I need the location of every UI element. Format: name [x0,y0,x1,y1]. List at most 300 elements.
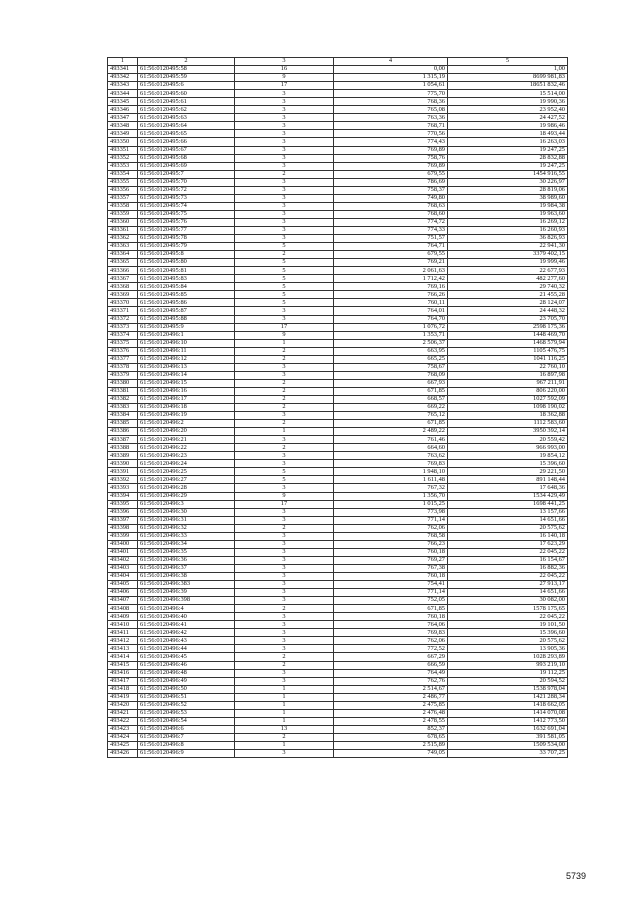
data-table [107,57,568,758]
cell-cadastral-number: 61:56:0120496:45 [138,653,235,661]
cell-group: 3 [235,532,334,540]
cell-id: 493401 [108,548,138,556]
cell-cadastral-number: 61:56:0120495:65 [138,130,235,138]
cell-cadastral-number: 61:56:0120496:53 [138,709,235,717]
cell-cadastral-number: 61:56:0120495:77 [138,226,235,234]
cell-group: 3 [235,194,334,202]
cell-group: 3 [235,629,334,637]
cell-group: 5 [235,243,334,251]
cell-id: 493345 [108,98,138,106]
cell-group: 16 [235,66,334,74]
cell-value: 16 260,93 [448,226,568,234]
cell-area: 760,18 [334,573,448,581]
table-row [108,741,568,749]
cell-cadastral-number: 61:56:0120495:58 [138,66,235,74]
cell-cadastral-number: 61:56:0120496:37 [138,564,235,572]
table-row [108,162,568,170]
cell-value: 1028 293,89 [448,653,568,661]
table-row [108,484,568,492]
cell-group: 5 [235,259,334,267]
cell-id: 493419 [108,693,138,701]
cell-cadastral-number: 61:56:0120496:13 [138,363,235,371]
cell-group: 9 [235,331,334,339]
table-row [108,122,568,130]
cell-cadastral-number: 61:56:0120495:75 [138,210,235,218]
table-row [108,669,568,677]
cell-group: 3 [235,154,334,162]
cell-value: 30 082,00 [448,597,568,605]
cell-group: 3 [235,556,334,564]
cell-area: 2 489,22 [334,428,448,436]
cell-value: 13 157,66 [448,508,568,516]
cell-area: 2 514,67 [334,685,448,693]
cell-id: 493388 [108,444,138,452]
cell-cadastral-number: 61:56:0120495:63 [138,114,235,122]
cell-area: 1 054,61 [334,82,448,90]
table-row [108,540,568,548]
cell-cadastral-number: 61:56:0120495:72 [138,186,235,194]
cell-id: 493367 [108,275,138,283]
cell-group: 3 [235,677,334,685]
cell-id: 493424 [108,733,138,741]
cell-area: 764,49 [334,669,448,677]
cell-cadastral-number: 61:56:0120496:34 [138,540,235,548]
cell-cadastral-number: 61:56:0120495:79 [138,243,235,251]
table-row [108,717,568,725]
table-row [108,355,568,363]
cell-area: 679,55 [334,251,448,259]
table-row [108,725,568,733]
cell-area: 678,65 [334,733,448,741]
cell-id: 493402 [108,556,138,564]
cell-group: 3 [235,564,334,572]
cell-value: 19 999,46 [448,259,568,267]
cell-group: 2 [235,444,334,452]
cell-value: 20 559,42 [448,436,568,444]
cell-group: 1 [235,693,334,701]
cell-cadastral-number: 61:56:0120495:74 [138,202,235,210]
cell-cadastral-number: 61:56:0120496:24 [138,460,235,468]
cell-value: 993 219,10 [448,661,568,669]
cell-group: 3 [235,484,334,492]
cell-cadastral-number: 61:56:0120495:67 [138,146,235,154]
cell-area: 764,70 [334,315,448,323]
cell-value: 2598 175,36 [448,323,568,331]
cell-id: 493397 [108,516,138,524]
cell-area: 772,52 [334,645,448,653]
cell-value: 19 247,25 [448,162,568,170]
cell-id: 493357 [108,194,138,202]
cell-value: 1448 469,70 [448,331,568,339]
cell-value: 22 045,22 [448,548,568,556]
cell-group: 3 [235,106,334,114]
cell-value: 33 707,25 [448,750,568,758]
cell-cadastral-number: 61:56:0120496:12 [138,355,235,363]
cell-area: 763,36 [334,114,448,122]
cell-group: 3 [235,235,334,243]
cell-area: 768,63 [334,202,448,210]
cell-value: 1421 288,34 [448,693,568,701]
cell-area: 752,05 [334,597,448,605]
cell-cadastral-number: 61:56:0120496:22 [138,444,235,452]
cell-id: 493358 [108,202,138,210]
cell-value: 16 882,36 [448,564,568,572]
cell-area: 663,95 [334,347,448,355]
cell-id: 493364 [108,251,138,259]
table-row [108,564,568,572]
cell-id: 493394 [108,492,138,500]
cell-area: 666,59 [334,661,448,669]
cell-cadastral-number: 61:56:0120496:10 [138,339,235,347]
cell-group: 3 [235,178,334,186]
cell-id: 493406 [108,589,138,597]
cell-group: 9 [235,74,334,82]
cell-id: 493361 [108,226,138,234]
table-row [108,90,568,98]
cell-cadastral-number: 61:56:0120496:19 [138,412,235,420]
cell-value: 1468 579,94 [448,339,568,347]
cell-value: 1,00 [448,66,568,74]
table-row [108,299,568,307]
cell-id: 493360 [108,218,138,226]
cell-value: 1418 662,05 [448,701,568,709]
column-header-4: 4 [334,58,448,66]
cell-area: 762,06 [334,637,448,645]
cell-value: 15 396,60 [448,460,568,468]
cell-value: 16 154,67 [448,556,568,564]
cell-id: 493422 [108,717,138,725]
cell-value: 15 514,00 [448,90,568,98]
cell-group: 5 [235,267,334,275]
cell-area: 768,58 [334,532,448,540]
cell-area: 1 015,25 [334,500,448,508]
cell-value: 3950 392,14 [448,428,568,436]
cell-cadastral-number: 61:56:0120496:30 [138,508,235,516]
cell-group: 13 [235,725,334,733]
cell-value: 19 112,25 [448,669,568,677]
table-row [108,331,568,339]
cell-id: 493408 [108,605,138,613]
cell-cadastral-number: 61:56:0120496:36 [138,556,235,564]
table-row [108,605,568,613]
cell-id: 493366 [108,267,138,275]
cell-cadastral-number: 61:56:0120496:33 [138,532,235,540]
cell-value: 1105 476,75 [448,347,568,355]
cell-value: 24 427,52 [448,114,568,122]
cell-id: 493414 [108,653,138,661]
cell-cadastral-number: 61:56:0120496:48 [138,669,235,677]
cell-area: 769,83 [334,629,448,637]
cell-cadastral-number: 61:56:0120496:7 [138,733,235,741]
cell-area: 769,83 [334,460,448,468]
table-row [108,629,568,637]
cell-cadastral-number: 61:56:0120495:66 [138,138,235,146]
cell-id: 493341 [108,66,138,74]
table-row [108,235,568,243]
cell-group: 1 [235,701,334,709]
cell-value: 19 986,46 [448,122,568,130]
cell-cadastral-number: 61:56:0120496:49 [138,677,235,685]
cell-area: 763,62 [334,452,448,460]
cell-cadastral-number: 61:56:0120496:2 [138,420,235,428]
table-row [108,323,568,331]
cell-value: 1027 592,09 [448,395,568,403]
cell-value: 19 990,36 [448,98,568,106]
cell-cadastral-number: 61:56:0120495:87 [138,307,235,315]
table-row [108,170,568,178]
table-row [108,428,568,436]
cell-value: 18 493,44 [448,130,568,138]
cell-cadastral-number: 61:56:0120495:69 [138,162,235,170]
cell-id: 493411 [108,629,138,637]
table-row [108,267,568,275]
cell-value: 16 263,03 [448,138,568,146]
cell-cadastral-number: 61:56:0120496:3 [138,500,235,508]
cell-id: 493349 [108,130,138,138]
table-header-row [108,58,568,66]
cell-area: 768,60 [334,210,448,218]
cell-area: 749,80 [334,194,448,202]
cell-group: 3 [235,210,334,218]
cell-group: 3 [235,186,334,194]
cell-id: 493421 [108,709,138,717]
table-row [108,556,568,564]
cell-cadastral-number: 61:56:0120495:84 [138,283,235,291]
cell-cadastral-number: 61:56:0120495:73 [138,194,235,202]
cell-value: 38 989,60 [448,194,568,202]
cell-value: 22 941,30 [448,243,568,251]
cell-group: 2 [235,170,334,178]
cell-area: 749,05 [334,750,448,758]
cell-area: 764,06 [334,621,448,629]
cell-cadastral-number: 61:56:0120496:29 [138,492,235,500]
cell-value: 28 124,07 [448,299,568,307]
cell-group: 3 [235,637,334,645]
table-row [108,444,568,452]
table-row [108,645,568,653]
cell-cadastral-number: 61:56:0120496:14 [138,371,235,379]
cell-area: 762,76 [334,677,448,685]
table-row [108,395,568,403]
cell-group: 2 [235,347,334,355]
table-row [108,275,568,283]
table-row [108,226,568,234]
cell-area: 2 515,89 [334,741,448,749]
table-row [108,218,568,226]
table-row [108,685,568,693]
cell-cadastral-number: 61:56:0120496:27 [138,476,235,484]
cell-id: 493346 [108,106,138,114]
cell-group: 2 [235,653,334,661]
cell-area: 1 356,70 [334,492,448,500]
cell-cadastral-number: 61:56:0120496:398 [138,597,235,605]
cell-cadastral-number: 61:56:0120496:4 [138,605,235,613]
cell-id: 493371 [108,307,138,315]
cell-area: 764,01 [334,307,448,315]
table-row [108,733,568,741]
cell-cadastral-number: 61:56:0120496:54 [138,717,235,725]
table-row [108,283,568,291]
cell-cadastral-number: 61:56:0120496:15 [138,379,235,387]
cell-cadastral-number: 61:56:0120496:6 [138,725,235,733]
cell-group: 3 [235,307,334,315]
table-row [108,371,568,379]
cell-area: 1 611,48 [334,476,448,484]
cell-area: 758,76 [334,154,448,162]
cell-value: 21 455,28 [448,291,568,299]
cell-id: 493342 [108,74,138,82]
cell-cadastral-number: 61:56:0120496:40 [138,613,235,621]
cell-id: 493417 [108,677,138,685]
cell-cadastral-number: 61:56:0120496:52 [138,701,235,709]
cell-group: 3 [235,114,334,122]
cell-area: 770,56 [334,130,448,138]
cell-value: 19 101,50 [448,621,568,629]
cell-value: 27 913,17 [448,581,568,589]
cell-group: 3 [235,202,334,210]
cell-id: 493387 [108,436,138,444]
cell-id: 493350 [108,138,138,146]
table-row [108,106,568,114]
cell-area: 767,38 [334,564,448,572]
cell-area: 1 948,10 [334,468,448,476]
cell-id: 493373 [108,323,138,331]
table-row [108,315,568,323]
cell-value: 20 575,62 [448,637,568,645]
cell-cadastral-number: 61:56:0120495:83 [138,275,235,283]
cell-cadastral-number: 61:56:0120495:7 [138,170,235,178]
cell-value: 391 581,05 [448,733,568,741]
cell-cadastral-number: 61:56:0120496:46 [138,661,235,669]
table-row [108,677,568,685]
cell-id: 493403 [108,564,138,572]
cell-id: 493370 [108,299,138,307]
cell-area: 769,89 [334,162,448,170]
cell-value: 967 211,91 [448,379,568,387]
cell-group: 3 [235,130,334,138]
cell-area: 774,33 [334,226,448,234]
cell-group: 3 [235,138,334,146]
table-row [108,476,568,484]
cell-group: 3 [235,548,334,556]
table-row [108,387,568,395]
cell-id: 493376 [108,347,138,355]
table-row [108,492,568,500]
table-row [108,259,568,267]
cell-value: 28 832,88 [448,154,568,162]
cell-group: 2 [235,387,334,395]
cell-area: 671,85 [334,605,448,613]
cell-value: 1414 070,08 [448,709,568,717]
cell-group: 2 [235,733,334,741]
cell-id: 493380 [108,379,138,387]
table-row [108,347,568,355]
page-number: 5739 [566,871,587,881]
cell-id: 493363 [108,243,138,251]
table-row [108,532,568,540]
table-row [108,573,568,581]
cell-value: 19 963,60 [448,210,568,218]
cell-id: 493412 [108,637,138,645]
cell-value: 1534 429,49 [448,492,568,500]
cell-id: 493390 [108,460,138,468]
cell-id: 493381 [108,387,138,395]
cell-cadastral-number: 61:56:0120496:35 [138,548,235,556]
cell-area: 765,08 [334,106,448,114]
table-row [108,460,568,468]
cell-id: 493386 [108,428,138,436]
cell-area: 764,71 [334,243,448,251]
cell-area: 665,25 [334,355,448,363]
cell-value: 1509 534,00 [448,741,568,749]
table-row [108,138,568,146]
cell-group: 2 [235,661,334,669]
cell-value: 22 760,10 [448,363,568,371]
table-row [108,412,568,420]
cell-id: 493365 [108,259,138,267]
table-row [108,468,568,476]
cell-group: 2 [235,420,334,428]
cell-id: 493391 [108,468,138,476]
cell-value: 29 221,50 [448,468,568,476]
cell-group: 3 [235,315,334,323]
cell-group: 5 [235,299,334,307]
cell-group: 1 [235,741,334,749]
cell-group: 5 [235,476,334,484]
cell-id: 493399 [108,532,138,540]
column-header-2: 2 [138,58,235,66]
cell-group: 5 [235,291,334,299]
cell-group: 3 [235,90,334,98]
cell-area: 760,18 [334,613,448,621]
table-row [108,339,568,347]
cell-id: 493426 [108,750,138,758]
cell-id: 493405 [108,581,138,589]
cell-value: 23 952,40 [448,106,568,114]
cell-area: 771,14 [334,589,448,597]
cell-id: 493343 [108,82,138,90]
cell-cadastral-number: 61:56:0120496:1 [138,331,235,339]
cell-group: 3 [235,460,334,468]
cell-id: 493416 [108,669,138,677]
table-row [108,379,568,387]
cell-id: 493348 [108,122,138,130]
cell-area: 766,26 [334,291,448,299]
table-row [108,436,568,444]
cell-value: 22 045,22 [448,613,568,621]
cell-group: 3 [235,613,334,621]
cell-area: 669,22 [334,404,448,412]
cell-value: 8699 981,83 [448,74,568,82]
cell-cadastral-number: 61:56:0120495:60 [138,90,235,98]
cell-cadastral-number: 61:56:0120495:6 [138,82,235,90]
cell-id: 493420 [108,701,138,709]
cell-area: 769,21 [334,259,448,267]
cell-id: 493377 [108,355,138,363]
cell-value: 1454 916,55 [448,170,568,178]
cell-id: 493393 [108,484,138,492]
cell-group: 2 [235,355,334,363]
cell-area: 774,72 [334,218,448,226]
cell-cadastral-number: 61:56:0120496:17 [138,395,235,403]
cell-id: 493354 [108,170,138,178]
cell-group: 3 [235,597,334,605]
cell-id: 493383 [108,404,138,412]
cell-value: 1578 175,65 [448,605,568,613]
cell-value: 13 905,36 [448,645,568,653]
cell-value: 1412 773,50 [448,717,568,725]
cell-group: 5 [235,283,334,291]
